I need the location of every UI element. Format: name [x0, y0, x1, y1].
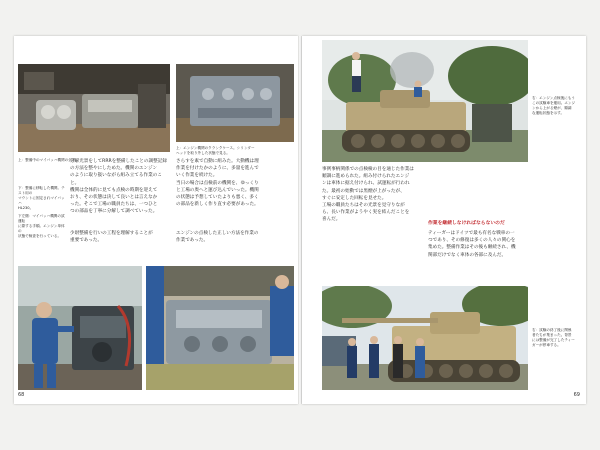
- caption-2: 下：整備に移転した機関。テスト用の マウントに固定されマイバッハ HL230。: [18, 186, 65, 210]
- photo-engine-installed: [146, 266, 294, 390]
- body-column-4: ティーガーはドイツで最も有名な戦車の一 つであり、その修復は多くの人々の関心を 集めた。整備作業はその後も継続され、機 関部だけでなく車体の各部に及んだ。: [428, 231, 516, 258]
- body-column-3: 事例事柄関係での点検検の目を通じた作業は 順調に進められた。組み付けられたエンジ ンは車体に据え付けられ、試運転が行われ た。最初の始動では黒煙が上がったが、 すぐに安定した回転を見せた。 工場の職員たちはその光景を見守りなが ら、長い作業がようやく実を結んだことを 喜んだ。: [322, 167, 414, 223]
- photo-mechanic-engine: [18, 266, 142, 390]
- caption-1: 上：整備中のマイバッハ機関の全景。: [18, 158, 79, 162]
- caption-3: 下左側：マイバッハ機関の試運転 に際する手順。エンジン単体の 状態で検査を行っている。: [18, 214, 65, 238]
- photo-tank-running: [322, 40, 528, 162]
- caption-6: 右：試験の終了後に関係 者たちが集まった。背景 には整備が完了したティー ガーが停車する。: [532, 328, 575, 347]
- caption-4: 上：エンジン機関のクランクケース。シリンダー ヘッドを取り外した状態で見る。: [176, 146, 255, 155]
- left-page: [14, 36, 298, 404]
- caption-5: 右：エンジン点検後にもう この試験車を運用。エンジ ンから上がる煙が、順調 な運転状態を示す。: [532, 96, 576, 115]
- right-page: [302, 36, 586, 404]
- photo-engine-parts: [18, 64, 170, 152]
- page-number-left: 68: [18, 392, 25, 398]
- body-column-1: 分解光景をしてRRRを整備したことの調整記録 の方法を整やにしためた。機関のエンジン のように取り扱いながら組み立てる作業のこ と。 機関は全体的に見ても点検の時期を迎えて おり、その状態は決して良いとは言えなか った。そこで工場の職員たちは、一つひと つの部品を丁寧に分解して調べていった。 少尉整備を行いの工程を理解することが 重要であった。: [70, 159, 167, 244]
- section-heading: 作業を継続しなければならないのだ: [428, 221, 505, 226]
- page-number-right: 69: [573, 392, 580, 398]
- body-column-2: さらすを素で自動に組みた。大動機は理 作業を付けたかのように、多量を進んで いく作業を続けた。 当日の場合は点検前の機関を、ゆっくり と工場の奥へと運び込んでいった。機関 の状態は予想していたよりも悪く、多く の部品を新しく作り直す必要があった。 エンジンの点検した正しい方法を作業の 作業であった。: [176, 159, 259, 244]
- photo-crankcase: [176, 64, 294, 142]
- photo-group-tank: [322, 286, 528, 390]
